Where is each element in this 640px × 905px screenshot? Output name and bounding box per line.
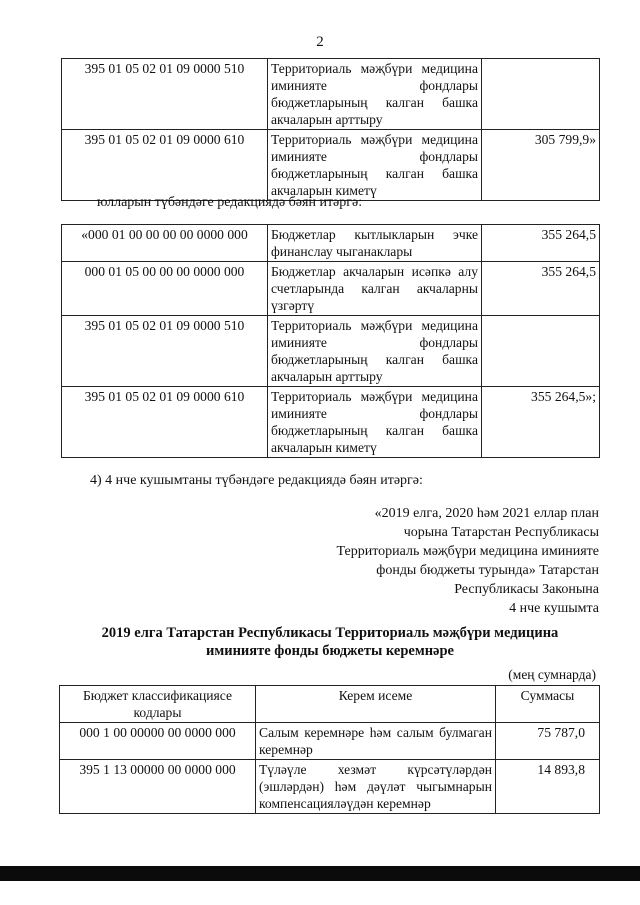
- header-sum: Суммасы: [496, 686, 600, 723]
- code-cell: 395 1 13 00000 00 0000 000: [60, 760, 256, 814]
- section-title: [60, 624, 600, 660]
- value-cell: 75 787,0: [496, 723, 600, 760]
- unit-label: (мең сумнарда): [508, 667, 596, 682]
- title-line-2: иминияте фонды бюджеты керемнәре: [205, 643, 454, 659]
- table-row: [62, 387, 600, 458]
- name-cell: Территориаль мәҗбүри медицина иминияте фондлары бюджетларының калган башка акчаларын арттыру: [268, 59, 482, 130]
- code-cell: «000 01 00 00 00 00 0000 000: [62, 225, 268, 262]
- name-cell: Бюджетлар кытлыкларын эчке финанслау чыганаклары: [268, 225, 482, 262]
- table-row: [60, 760, 600, 814]
- appendix-line: «2019 елга, 2020 һәм 2021 еллар план: [374, 506, 599, 521]
- code-cell: 000 1 00 00000 00 0000 000: [60, 723, 256, 760]
- name-cell: Түләүле хезмәт күрсәтүләрдән (эшләрдән) һәм дәүләт чыгымнарын компенсацияләүдән керемнәр: [256, 760, 496, 814]
- table-row: [60, 723, 600, 760]
- code-cell: 395 01 05 02 01 09 0000 610: [62, 387, 268, 458]
- table-1: [61, 58, 600, 201]
- value-cell: 14 893,8: [496, 760, 600, 814]
- table-row: [62, 225, 600, 262]
- code-cell: 000 01 05 00 00 00 0000 000: [62, 262, 268, 316]
- header-name: Керем исеме: [256, 686, 496, 723]
- name-cell: Бюджетлар акчаларын исәпкә алу счетларында калган акчаларны үзгәртү: [268, 262, 482, 316]
- name-cell: Территориаль мәҗбүри медицина иминияте фондлары бюджетларының калган башка акчаларын арттыру: [268, 316, 482, 387]
- page-number: 2: [316, 34, 324, 50]
- code-cell: 395 01 05 02 01 09 0000 610: [62, 130, 268, 201]
- table-row: [62, 316, 600, 387]
- name-cell: Территориаль мәҗбүри медицина иминияте фондлары бюджетларының калган башка акчаларын киметү: [268, 130, 482, 201]
- table-header-row: [60, 686, 600, 723]
- scan-edge-band: [0, 866, 640, 881]
- appendix-line: Республикасы Законына: [454, 582, 599, 597]
- appendix-reference: [239, 504, 599, 618]
- value-cell: [482, 316, 600, 387]
- code-cell: 395 01 05 02 01 09 0000 510: [62, 59, 268, 130]
- table-row: [62, 130, 600, 201]
- code-cell: 395 01 05 02 01 09 0000 510: [62, 316, 268, 387]
- appendix-line: фонды бюджеты турында» Татарстан: [376, 563, 599, 578]
- header-code: Бюджет классификациясе кодлары: [60, 686, 256, 723]
- name-cell: Салым керемнәре һәм салым булмаган керемнәр: [256, 723, 496, 760]
- value-cell: 355 264,5»;: [482, 387, 600, 458]
- table-row: [62, 262, 600, 316]
- instruction-text: юлларын түбәндәге редакциядә бәян итәргә:: [97, 195, 363, 210]
- table-2: [61, 224, 600, 458]
- table-row: [62, 59, 600, 130]
- item-4-text: 4) 4 нче кушымтаны түбәндәге редакциядә бәян итәргә:: [90, 473, 423, 488]
- income-table: [59, 685, 600, 814]
- name-cell: Территориаль мәҗбүри медицина иминияте фондлары бюджетларының калган башка акчаларын киметү: [268, 387, 482, 458]
- appendix-line: Территориаль мәҗбүри медицина иминияте: [336, 544, 599, 559]
- appendix-line: чорына Татарстан Республикасы: [403, 525, 599, 540]
- value-cell: 355 264,5: [482, 225, 600, 262]
- appendix-line: 4 нче кушымта: [509, 601, 599, 616]
- value-cell: 305 799,9»: [482, 130, 600, 201]
- value-cell: [482, 59, 600, 130]
- title-line-1: 2019 елга Татарстан Республикасы Территориаль мәҗбүри медицина: [101, 625, 559, 641]
- value-cell: 355 264,5: [482, 262, 600, 316]
